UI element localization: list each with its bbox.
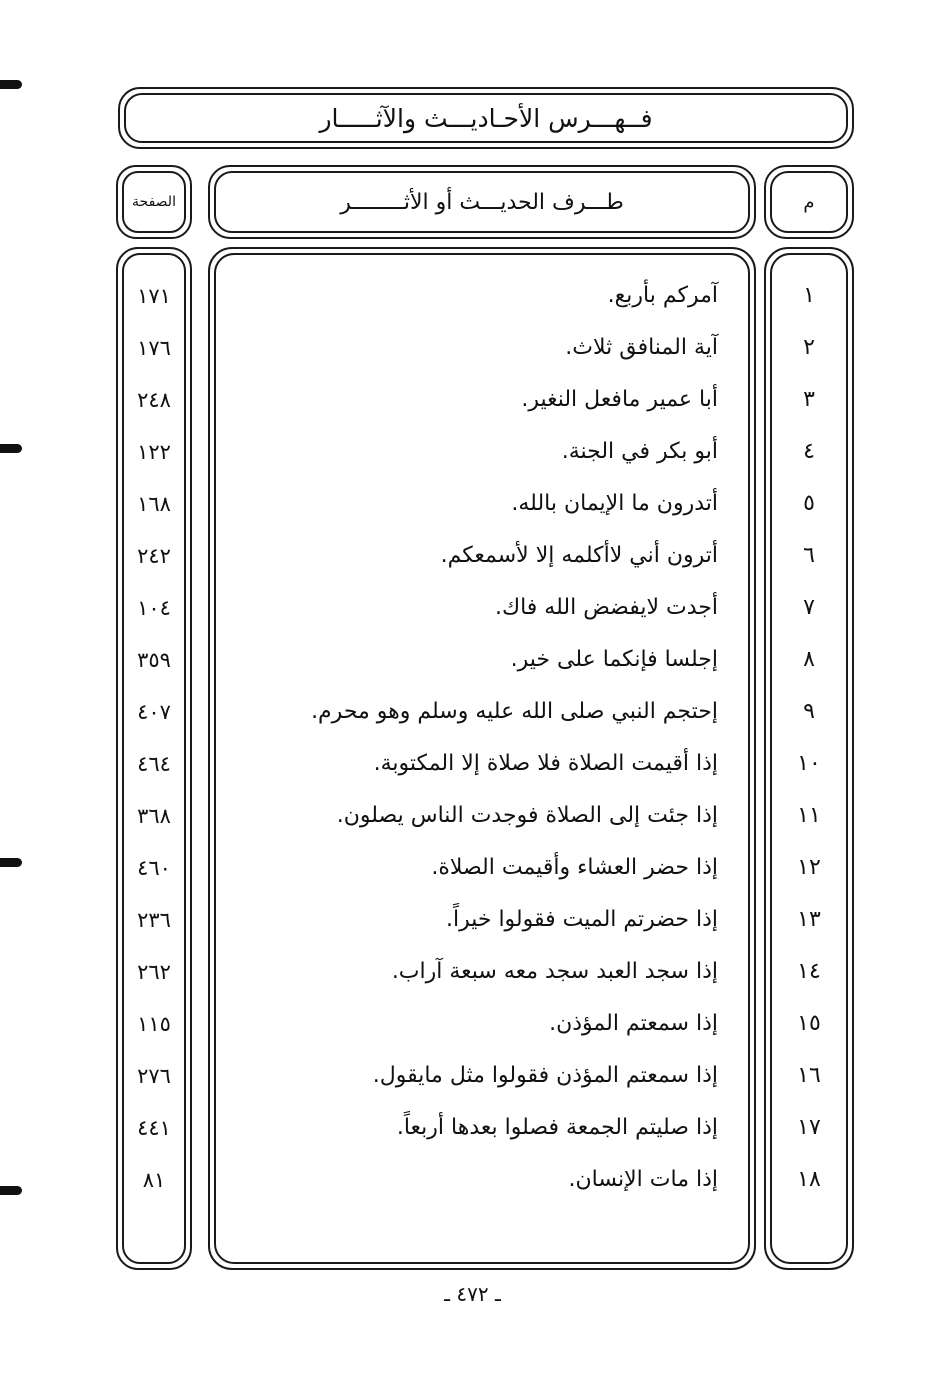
page-ref: ١٠٤	[137, 596, 171, 620]
hadith-text: إذا أقيمت الصلاة فلا صلاة إلا المكتوبة.	[373, 751, 718, 776]
table-row	[0, 582, 945, 634]
hadith-text: إذا سمعتم المؤذن.	[549, 1011, 718, 1036]
row-number: ١٢	[797, 855, 821, 880]
row-number: ١٨	[797, 1167, 821, 1192]
header-number-frame	[764, 165, 854, 239]
page-ref: ٤٠٧	[137, 700, 171, 724]
table-row	[0, 374, 945, 426]
binding-mark	[0, 80, 22, 89]
hadith-text: أجدت لايفضض الله فاك.	[494, 595, 718, 620]
table-row	[0, 270, 945, 322]
hadith-text: إذا سمعتم المؤذن فقولوا مثل مايقول.	[372, 1063, 718, 1088]
page-ref: ٢٧٦	[137, 1064, 171, 1088]
row-number: ١٣	[797, 907, 821, 932]
header-number: م	[803, 191, 815, 213]
hadith-text: آمركم بأربع.	[607, 283, 718, 308]
row-number: ١٧	[797, 1115, 821, 1140]
page-ref: ١٧١	[137, 284, 171, 308]
table-row	[0, 426, 945, 478]
page-ref: ٢٦٢	[137, 960, 171, 984]
hadith-text: إذا سجد العبد سجد معه سبعة آراب.	[391, 959, 718, 984]
row-number: ٥	[803, 491, 815, 516]
page-ref: ٣٥٩	[137, 648, 171, 672]
row-number: ١١	[797, 803, 821, 828]
header-page: الصفحة	[132, 194, 176, 210]
row-number: ٣	[803, 387, 815, 412]
header-page-frame	[116, 165, 192, 239]
table-row	[0, 478, 945, 530]
hadith-text: أبو بكر في الجنة.	[561, 439, 718, 464]
table-row	[0, 1102, 945, 1154]
page-number: ـ ٤٧٢ ـ	[444, 1282, 501, 1306]
row-number: ٢	[803, 335, 815, 360]
hadith-text: إذا حضرتم الميت فقولوا خيراً.	[445, 907, 718, 932]
hadith-text: إذا جئت إلى الصلاة فوجدت الناس يصلون.	[336, 803, 718, 828]
row-number: ١٦	[797, 1063, 821, 1088]
page-ref: ١١٥	[137, 1012, 171, 1036]
row-number: ٦	[803, 543, 815, 568]
row-number: ٧	[803, 595, 815, 620]
table-row	[0, 686, 945, 738]
index-title-frame	[118, 87, 854, 149]
hadith-text: أترون أني لاأكلمه إلا لأسمعكم.	[440, 543, 718, 568]
page-ref: ١٢٢	[137, 440, 171, 464]
table-row	[0, 634, 945, 686]
page-ref: ٢٣٦	[137, 908, 171, 932]
page-ref: ٤٦٠	[137, 856, 171, 880]
hadith-text: إحتجم النبي صلى الله عليه وسلم وهو محرم.	[311, 699, 718, 724]
row-number: ٤	[803, 439, 815, 464]
index-title: فــهـــرس الأحـاديـــث والآثـــــار	[319, 103, 653, 133]
table-row	[0, 738, 945, 790]
table-row	[0, 530, 945, 582]
hadith-text: أتدرون ما الإيمان بالله.	[511, 491, 718, 516]
page-ref: ٤٤١	[137, 1116, 171, 1140]
table-row	[0, 1050, 945, 1102]
table-row	[0, 322, 945, 374]
hadith-text: إجلسا فإنكما على خير.	[510, 647, 718, 672]
row-number: ٩	[803, 699, 815, 724]
hadith-text: إذا حضر العشاء وأقيمت الصلاة.	[431, 855, 718, 880]
row-number: ١٠	[797, 751, 821, 776]
page-ref: ١٧٦	[137, 336, 171, 360]
table-row	[0, 894, 945, 946]
header-hadith: طـــرف الحديـــث أو الأثــــــــر	[340, 189, 624, 215]
row-number: ١٥	[797, 1011, 821, 1036]
table-row	[0, 946, 945, 998]
hadith-text: أبا عمير مافعل النغير.	[521, 387, 718, 412]
hadith-text: إذا صليتم الجمعة فصلوا بعدها أربعاً.	[396, 1115, 718, 1140]
table-row	[0, 998, 945, 1050]
row-number: ١	[803, 283, 815, 308]
table-row	[0, 790, 945, 842]
hadith-text: آية المنافق ثلاث.	[565, 335, 718, 360]
table-row	[0, 1154, 945, 1206]
table-row	[0, 842, 945, 894]
row-number: ٨	[803, 647, 815, 672]
header-text-frame	[208, 165, 756, 239]
page-ref: ١٦٨	[137, 492, 171, 516]
row-number: ١٤	[797, 959, 821, 984]
page-ref: ٢٤٨	[137, 388, 171, 412]
hadith-text: إذا مات الإنسان.	[568, 1167, 718, 1192]
page-ref: ٤٦٤	[137, 752, 171, 776]
page-ref: ٣٦٨	[137, 804, 171, 828]
page-ref: ٢٤٢	[137, 544, 171, 568]
page-ref: ٨١	[142, 1168, 166, 1192]
